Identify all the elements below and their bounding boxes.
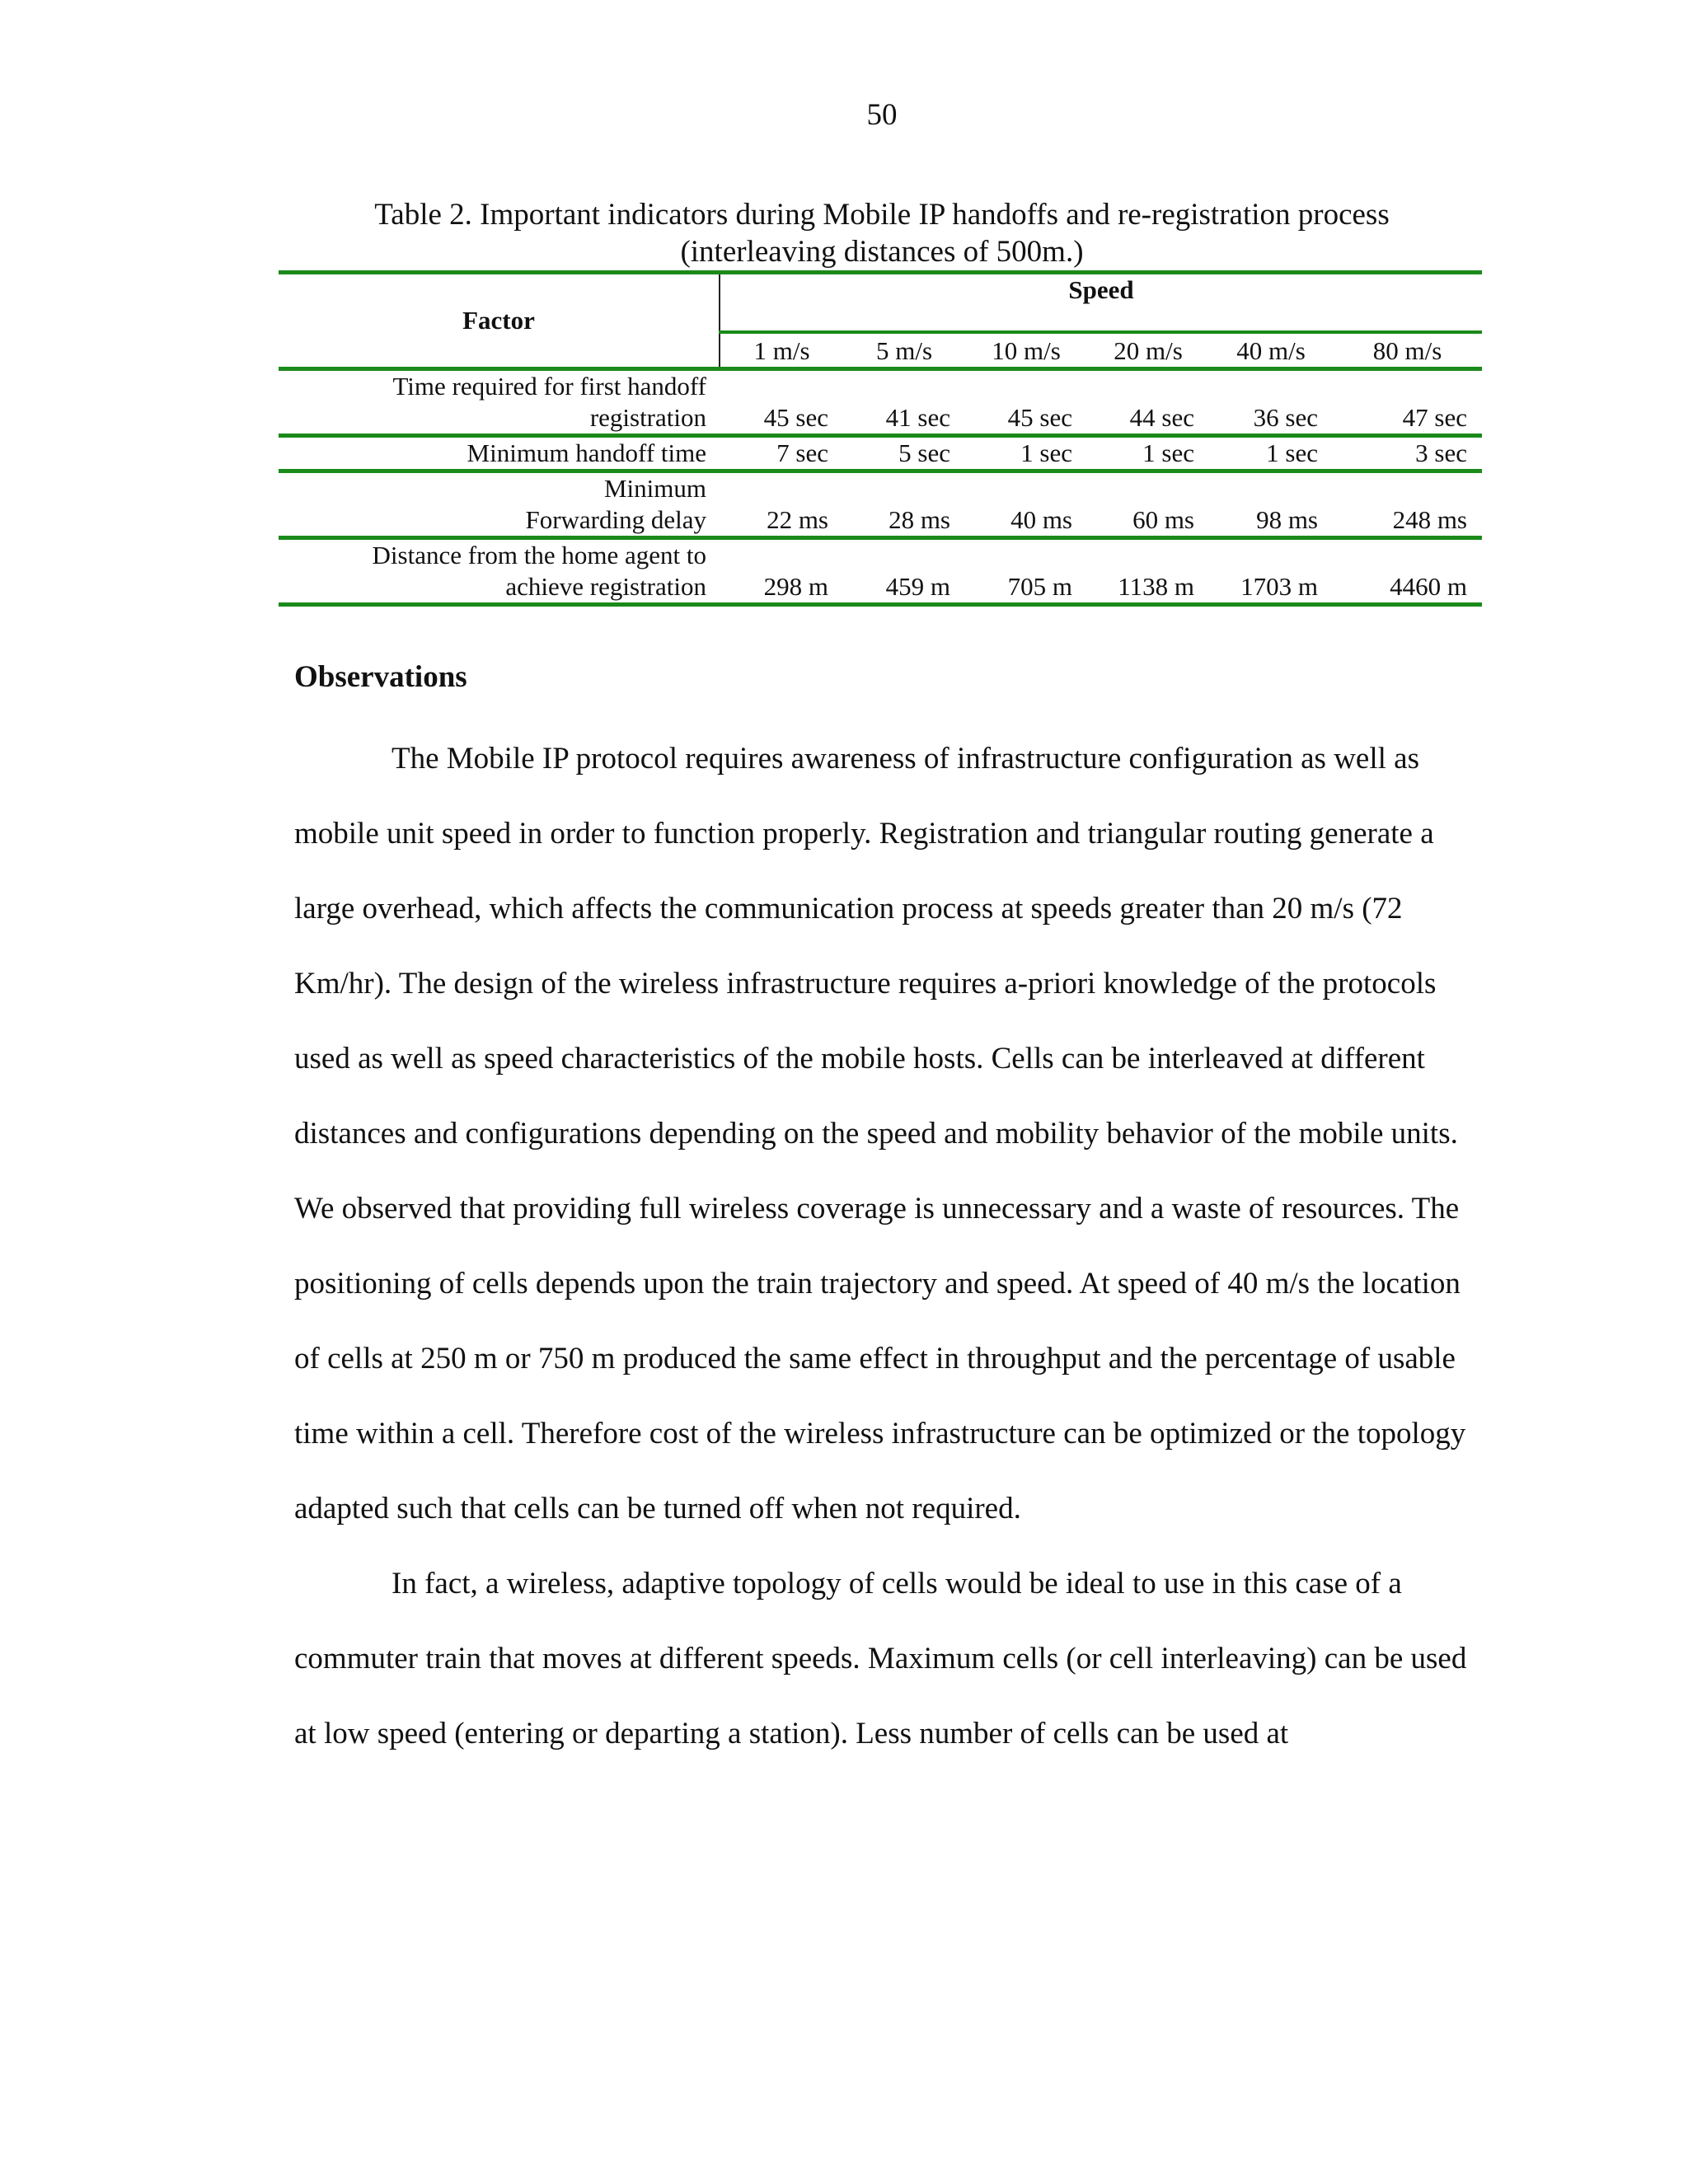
- row-label: [279, 538, 720, 605]
- table-cell: 1 sec: [1209, 436, 1333, 471]
- table-cell: 45 sec: [720, 369, 843, 436]
- row-label-line-2: Minimum handoff time: [467, 438, 706, 467]
- speed-header: Speed: [720, 273, 1482, 333]
- row-label-line-1: Minimum: [603, 474, 706, 503]
- table-cell: 1703 m: [1209, 538, 1333, 605]
- paragraph: In fact, a wireless, adaptive topology of cells would be ideal to use in this case of a commuter train that moves at different speeds. Maximum cells (or cell interleaving) can be used at low speed (entering or departing a station). Less number of cells can be used at: [294, 1567, 1467, 1750]
- table-cell: 298 m: [720, 538, 843, 605]
- table-cell: 1 sec: [965, 436, 1087, 471]
- table-row: [279, 538, 1482, 605]
- table-caption-line-1: Table 2. Important indicators during Mobile IP handoffs and re-registration process: [374, 198, 1390, 232]
- table-cell: 7 sec: [720, 436, 843, 471]
- speed-col-header: 20 m/s: [1087, 332, 1209, 369]
- row-label-line-1: Distance from the home agent to: [372, 541, 706, 569]
- table-cell: 40 ms: [965, 471, 1087, 538]
- table-cell: 41 sec: [843, 369, 965, 436]
- paragraph: The Mobile IP protocol requires awareness of infrastructure configuration as well as mobile unit speed in order to function properly. Registration and triangular routing generate a large overhead, which affects the communication process at speeds greater than 20 m/s (72 Km/hr). The design of the wireless infrastructure requires a-priori knowledge of the protocols used as well as speed characteristics of the mobile hosts. Cells can be interleaved at different distances and configurations depending on the speed and mobility behavior of the mobile units. We observed that providing full wireless coverage is unnecessary and a waste of resources. The positioning of cells depends upon the train trajectory and speed. At speed of 40 m/s the location of cells at 250 m or 750 m produced the same effect in throughput and the percentage of usable time within a cell. Therefore cost of the wireless infrastructure can be optimized or the topology adapted such that cells can be turned off when not required.: [294, 742, 1466, 1526]
- table-cell: 44 sec: [1087, 369, 1209, 436]
- table-cell: 459 m: [843, 538, 965, 605]
- row-label: [279, 436, 720, 471]
- factor-header: Factor: [279, 273, 720, 369]
- row-label-line-2: registration: [589, 403, 706, 432]
- row-label-line-1: Time required for first handoff: [392, 372, 706, 401]
- row-label-line-2: Forwarding delay: [525, 505, 706, 534]
- table-row: [279, 471, 1482, 538]
- row-label: [279, 471, 720, 538]
- table-cell: 60 ms: [1087, 471, 1209, 538]
- row-label: [279, 369, 720, 436]
- table-cell: 3 sec: [1333, 436, 1482, 471]
- row-label-line-2: achieve registration: [505, 572, 706, 601]
- table-cell: 47 sec: [1333, 369, 1482, 436]
- table-cell: 98 ms: [1209, 471, 1333, 538]
- table-row: [279, 436, 1482, 471]
- table-cell: 4460 m: [1333, 538, 1482, 605]
- speed-col-header: 80 m/s: [1333, 332, 1482, 369]
- speed-col-header: 5 m/s: [843, 332, 965, 369]
- table-cell: 22 ms: [720, 471, 843, 538]
- speed-col-header: 10 m/s: [965, 332, 1087, 369]
- speed-col-header: 1 m/s: [720, 332, 843, 369]
- table-cell: 45 sec: [965, 369, 1087, 436]
- observations-heading: Observations: [294, 660, 467, 694]
- table-row: [279, 369, 1482, 436]
- table-cell: 36 sec: [1209, 369, 1333, 436]
- indicators-table: [279, 270, 1482, 607]
- table-caption: [280, 196, 1484, 270]
- table-cell: 5 sec: [843, 436, 965, 471]
- table-cell: 1 sec: [1087, 436, 1209, 471]
- table-cell: 705 m: [965, 538, 1087, 605]
- page-number: 50: [866, 98, 898, 132]
- table-cell: 1138 m: [1087, 538, 1209, 605]
- table-caption-line-2: (interleaving distances of 500m.): [680, 235, 1084, 269]
- table-cell: 248 ms: [1333, 471, 1482, 538]
- table-cell: 28 ms: [843, 471, 965, 538]
- observations-body: [294, 721, 1473, 1771]
- speed-col-header: 40 m/s: [1209, 332, 1333, 369]
